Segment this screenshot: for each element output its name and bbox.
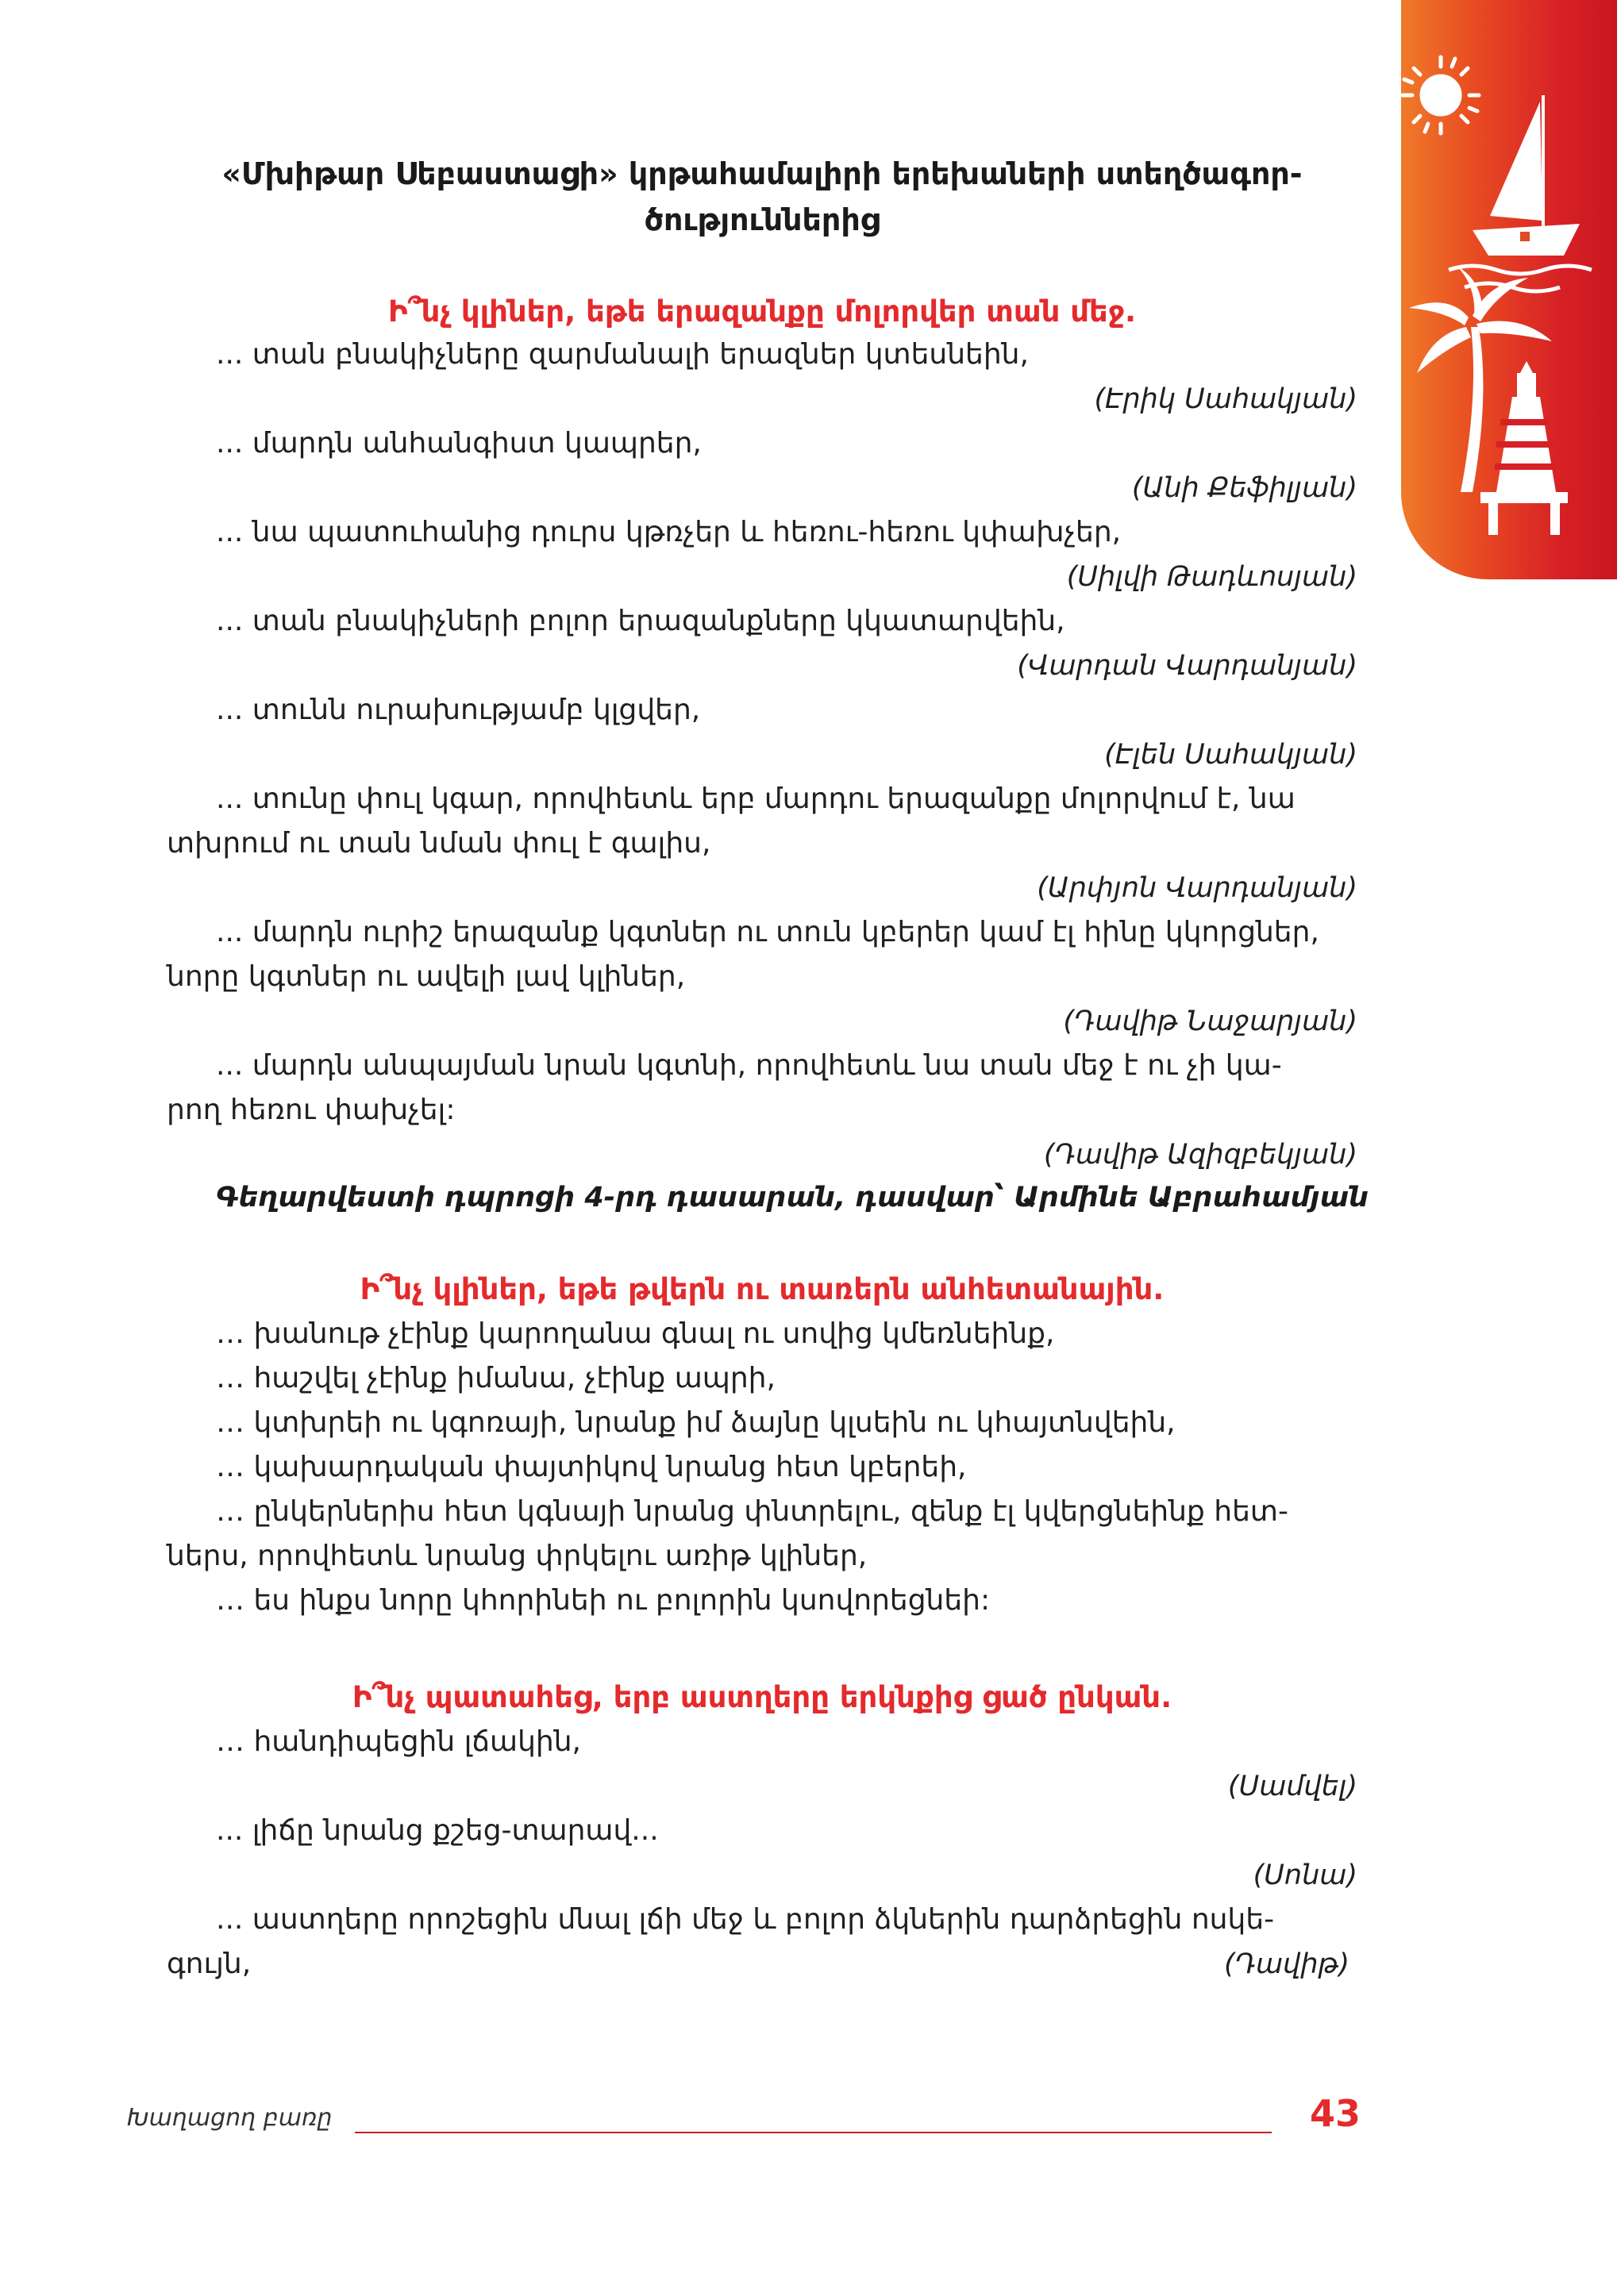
decorative-tab — [1401, 0, 1617, 579]
summer-illustration — [1401, 0, 1617, 579]
text-line: … խանութ չէինք կարողանա գնալ ու սովից կմեռնեինք, — [216, 1317, 1055, 1350]
section-heading: Ի՞նչ պատահեց, երբ աստղերը երկնքից ցած ընկան. — [352, 1680, 1172, 1714]
lighthouse-icon — [1480, 361, 1568, 535]
text-line: նորը կգտներ ու ավելի լավ կլիներ, — [167, 960, 686, 993]
author-attribution: (Սամվել) — [1227, 1771, 1357, 1802]
text-line: րող հեռու փախչել: — [167, 1094, 456, 1126]
author-attribution: (Էրիկ Սահակյան) — [1094, 383, 1357, 415]
sun-icon — [1403, 57, 1479, 133]
author-attribution: (Սիլվի Թադևոսյան) — [1066, 561, 1357, 593]
author-attribution: (Արփյոն Վարդանյան) — [1037, 872, 1357, 904]
text-line: ... մարդն անպայման նրան կգտնի, որովհետև նա տան մեջ է ու չի կա- — [216, 1049, 1282, 1082]
text-line: ... լիճը նրանց քշեց-տարավ... — [216, 1814, 659, 1847]
page-title: «Մխիթար Սեբաստացի» կրթահամալիրի երեխաների ստեղծագոր- ծություններից — [221, 156, 1303, 237]
text-line: … ընկերներիս հետ կգնայի նրանց փնտրելու, զենք էլ կվերցնեինք հետ- — [216, 1495, 1288, 1528]
author-attribution: (Էլեն Սահակյան) — [1104, 739, 1357, 771]
sailboat-icon — [1449, 95, 1592, 291]
text-line: ... աստղերը որոշեցին մնալ լճի մեջ և բոլոր ձկներին դարձրեցին ոսկե- — [216, 1903, 1275, 1936]
text-line: … հաշվել չէինք իմանա, չէինք ապրի, — [216, 1362, 776, 1394]
author-attribution: (Դավիթ Նաջարյան) — [1063, 1006, 1357, 1037]
text-line: տխրում ու տան նման փուլ է գալիս, — [167, 827, 711, 860]
author-attribution: (Անի Քեֆիլյան) — [1131, 472, 1357, 504]
text-line: ներս, որովհետև նրանց փրկելու առիթ կլիներ, — [167, 1540, 868, 1572]
text-line: ... տունը փուլ կգար, որովհետև երբ մարդու երազանքը մոլորվում է, նա — [216, 783, 1296, 815]
footer-rule — [355, 2132, 1272, 2133]
text-line: … ես ինքս նորը կհորինեի ու բոլորին կսովորեցնեի: — [216, 1584, 991, 1617]
text-line: գույն, — [167, 1948, 252, 1980]
class-credit: Գեղարվեստի դպրոցի 4-րդ դասարան, դասվար՝ Արմինե Աբրահամյան — [216, 1182, 1369, 1213]
text-line: ... մարդն անհանգիստ կապրեր, — [216, 427, 702, 460]
text-line: … կախարդական փայտիկով նրանց հետ կբերեի, — [216, 1451, 967, 1483]
text-line: ... նա պատուհանից դուրս կթռչեր և հեռու-հեռու կփախչեր, — [216, 516, 1122, 548]
text-line: ... տան բնակիչների բոլոր երազանքները կկատարվեին, — [216, 605, 1065, 637]
text-line: ... տունն ուրախությամբ կլցվեր, — [216, 694, 701, 726]
text-line: ... տան բնակիչները զարմանալի երազներ կտեսնեին, — [216, 338, 1029, 371]
author-attribution: (Դավիթ Ազիզբեկյան) — [1043, 1139, 1357, 1171]
text-line: … հանդիպեցին լճակին, — [216, 1725, 581, 1758]
section-heading: Ի՞նչ կլիներ, եթե երազանքը մոլորվեր տան մեջ. — [387, 294, 1137, 329]
text-line: … կտխրեի ու կգոռայի, նրանք իմ ձայնը կլսեին ու կհայտնվեին, — [216, 1406, 1176, 1439]
author-attribution: (Սոնա) — [1253, 1859, 1357, 1891]
section-heading: Ի՞նչ կլիներ, եթե թվերն ու տառերն անհետանային. — [360, 1272, 1165, 1306]
footer-label: Խաղացող բառը — [127, 2104, 333, 2132]
text-line: ... մարդն ուրիշ երազանք կգտներ ու տուն կբերեր կամ էլ հինը կկորցներ, — [216, 916, 1319, 948]
page-number: 43 — [1310, 2092, 1361, 2135]
author-attribution: (Դավիթ) — [1224, 1948, 1349, 1980]
author-attribution: (Վարդան Վարդանյան) — [1017, 650, 1357, 682]
